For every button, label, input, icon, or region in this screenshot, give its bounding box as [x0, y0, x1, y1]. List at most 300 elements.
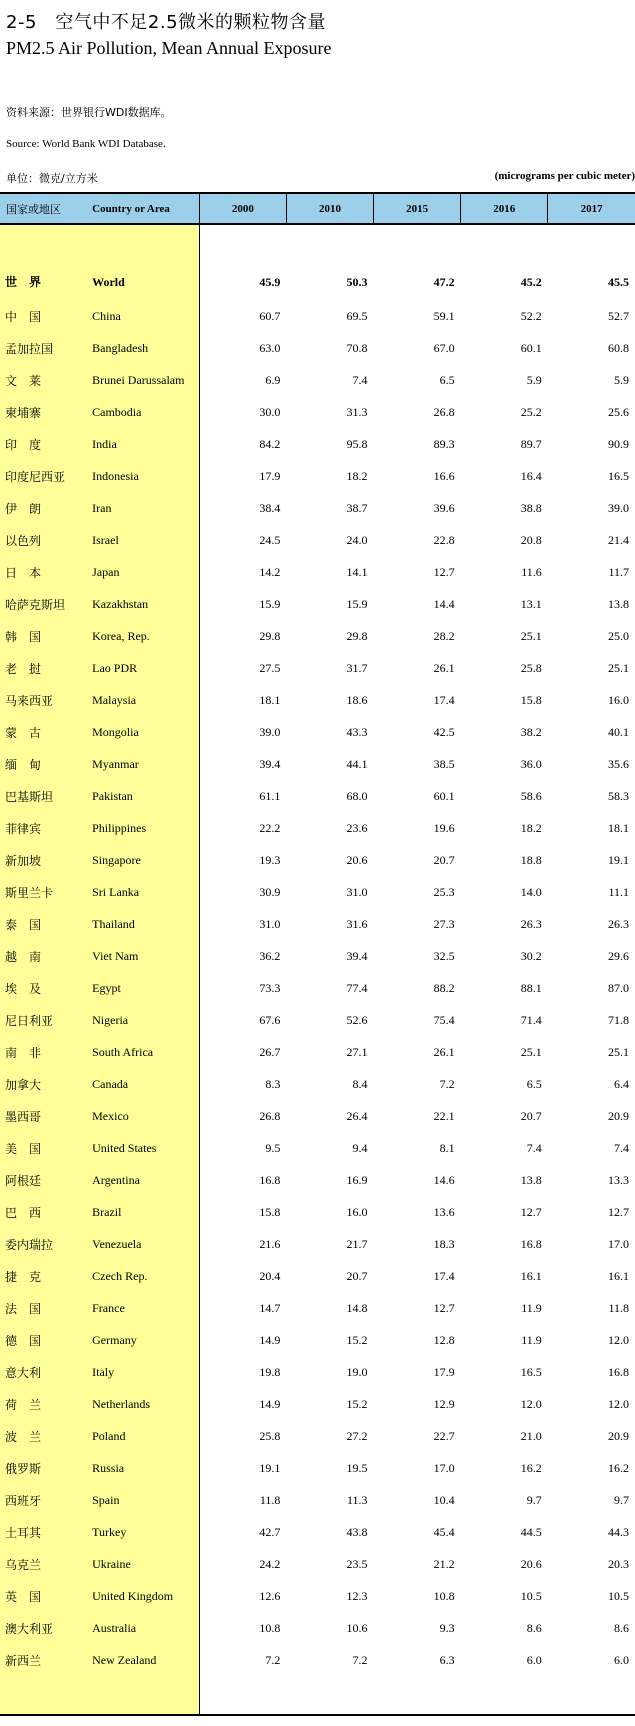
value-cell-2010: 15.2 [346, 1332, 368, 1347]
value-cell-2010: 18.6 [346, 692, 368, 707]
value-cell-2010: 31.7 [346, 660, 368, 675]
table-row [0, 1484, 635, 1516]
value-cell-2000: 9.5 [265, 1140, 281, 1155]
value-cell-2000: 24.5 [259, 532, 281, 547]
value-cell-2015: 14.4 [433, 596, 455, 611]
value-cell-2000: 19.1 [259, 1460, 281, 1475]
value-cell-2010: 69.5 [346, 308, 368, 323]
country-name-chinese: 老 挝 [0, 652, 82, 684]
table-row [0, 1004, 635, 1036]
table-row [0, 1548, 635, 1580]
country-name-chinese: 世 界 [0, 224, 82, 300]
value-cell-2015: 10.8 [433, 1588, 455, 1603]
value-cell-2015: 14.6 [433, 1172, 455, 1187]
value-cell-2015: 20.7 [433, 852, 455, 867]
country-name-chinese: 法 国 [0, 1292, 82, 1324]
value-cell-2017: 25.1 [608, 1044, 629, 1059]
value-cell-2016: 16.1 [520, 1268, 542, 1283]
country-name-english: Pakistan [82, 780, 199, 812]
value-cell-2017: 6.0 [614, 1652, 629, 1667]
country-name-chinese: 斯里兰卡 [0, 876, 82, 908]
header-row [0, 193, 635, 224]
country-name-english: Sri Lanka [82, 876, 199, 908]
value-cell-2017: 6.4 [614, 1076, 629, 1091]
country-name-chinese: 以色列 [0, 524, 82, 556]
value-cell-2015: 17.9 [433, 1364, 455, 1379]
table-row [0, 972, 635, 1004]
country-name-english: New Zealand [82, 1644, 199, 1676]
table-row [0, 1420, 635, 1452]
value-cell-2016: 13.8 [520, 1172, 542, 1187]
country-name-chinese: 印 度 [0, 428, 82, 460]
country-name-chinese: 菲律宾 [0, 812, 82, 844]
value-cell-2016: 25.8 [520, 660, 542, 675]
value-cell-2016: 16.4 [520, 468, 542, 483]
country-name-english: South Africa [82, 1036, 199, 1068]
country-name-chinese: 捷 克 [0, 1260, 82, 1292]
value-cell-2015: 17.0 [433, 1460, 455, 1475]
value-cell-2016: 44.5 [520, 1524, 542, 1539]
value-cell-2000: 39.4 [259, 756, 281, 771]
value-cell-2000: 10.8 [259, 1620, 281, 1635]
country-name-english: Indonesia [82, 460, 199, 492]
value-cell-2010: 68.0 [346, 788, 368, 803]
value-cell-2015: 60.1 [433, 788, 455, 803]
country-name-chinese: 印度尼西亚 [0, 460, 82, 492]
value-cell-2000: 26.8 [259, 1108, 281, 1123]
header-country-chinese: 国家或地区 [0, 193, 82, 224]
value-cell-2017: 11.7 [608, 564, 629, 579]
country-name-chinese: 柬埔寨 [0, 396, 82, 428]
value-cell-2000: 15.9 [259, 596, 281, 611]
country-name-english: Spain [82, 1484, 199, 1516]
value-cell-2016: 7.4 [526, 1140, 542, 1155]
value-cell-2000: 19.8 [259, 1364, 281, 1379]
value-cell-2015: 75.4 [433, 1012, 455, 1027]
spacer-cell [82, 1676, 199, 1715]
table-row [0, 428, 635, 460]
table-row [0, 652, 635, 684]
value-cell-2010: 9.4 [352, 1140, 368, 1155]
value-cell-2010: 12.3 [346, 1588, 368, 1603]
country-name-english: Italy [82, 1356, 199, 1388]
value-cell-2000: 15.8 [259, 1204, 281, 1219]
country-name-english: Korea, Rep. [82, 620, 199, 652]
table-row [0, 1196, 635, 1228]
value-cell-2015: 26.1 [433, 1044, 455, 1059]
value-cell-2017: 40.1 [608, 724, 629, 739]
value-cell-2000: 16.8 [259, 1172, 281, 1187]
country-name-english: Brunei Darussalam [82, 364, 199, 396]
value-cell-2017: 90.9 [608, 436, 629, 451]
value-cell-2000: 12.6 [259, 1588, 281, 1603]
country-name-chinese: 乌克兰 [0, 1548, 82, 1580]
value-cell-2016: 18.8 [520, 852, 542, 867]
value-cell-2010: 43.3 [346, 724, 368, 739]
value-cell-2010: 19.5 [346, 1460, 368, 1475]
country-name-chinese: 文 莱 [0, 364, 82, 396]
country-name-chinese: 波 兰 [0, 1420, 82, 1452]
country-name-english: Germany [82, 1324, 199, 1356]
value-cell-2010: 31.6 [346, 916, 368, 931]
value-cell-2017: 7.4 [614, 1140, 629, 1155]
country-name-english: Japan [82, 556, 199, 588]
table-row [0, 492, 635, 524]
table-title-english: PM2.5 Air Pollution, Mean Annual Exposure [6, 38, 332, 58]
value-cell-2017: 12.0 [608, 1332, 629, 1347]
value-cell-2015: 12.7 [433, 1300, 455, 1315]
value-cell-2016: 21.0 [520, 1428, 542, 1443]
table-row [0, 908, 635, 940]
country-name-english: Mexico [82, 1100, 199, 1132]
value-cell-2015: 25.3 [433, 884, 455, 899]
country-name-chinese: 哈萨克斯坦 [0, 588, 82, 620]
value-cell-2000: 73.3 [259, 980, 281, 995]
value-cell-2015: 22.8 [433, 532, 455, 547]
value-cell-2016: 16.2 [520, 1460, 542, 1475]
table-row [0, 780, 635, 812]
value-cell-2000: 22.2 [259, 820, 281, 835]
value-cell-2015: 59.1 [433, 308, 455, 323]
value-cell-2017: 10.5 [608, 1588, 629, 1603]
spacer-cell [548, 1676, 635, 1715]
value-cell-2017: 71.8 [608, 1012, 629, 1027]
value-cell-2015: 45.4 [433, 1524, 455, 1539]
country-name-chinese: 日 本 [0, 556, 82, 588]
spacer-cell [0, 1676, 82, 1715]
value-cell-2010: 14.8 [346, 1300, 368, 1315]
value-cell-2015: 18.3 [433, 1236, 455, 1251]
value-cell-2010: 23.5 [346, 1556, 368, 1571]
value-cell-2000: 84.2 [259, 436, 281, 451]
value-cell-2015: 12.7 [433, 564, 455, 579]
value-cell-2017: 39.0 [608, 500, 629, 515]
value-cell-2016: 12.7 [520, 1204, 542, 1219]
country-name-english: Turkey [82, 1516, 199, 1548]
country-name-english: United Kingdom [82, 1580, 199, 1612]
table-row [0, 1388, 635, 1420]
country-name-chinese: 中 国 [0, 300, 82, 332]
value-cell-2010: 50.3 [346, 275, 368, 289]
country-name-english: China [82, 300, 199, 332]
value-cell-2016: 12.0 [520, 1396, 542, 1411]
value-cell-2017: 8.6 [614, 1620, 629, 1635]
table-row [0, 1036, 635, 1068]
country-name-english: Kazakhstan [82, 588, 199, 620]
value-cell-2016: 38.8 [520, 500, 542, 515]
table-row [0, 1356, 635, 1388]
value-cell-2017: 13.3 [608, 1172, 629, 1187]
table-row [0, 876, 635, 908]
table-row [0, 812, 635, 844]
country-name-chinese: 阿根廷 [0, 1164, 82, 1196]
value-cell-2000: 19.3 [259, 852, 281, 867]
country-name-english: Malaysia [82, 684, 199, 716]
value-cell-2015: 27.3 [433, 916, 455, 931]
value-cell-2010: 8.4 [352, 1076, 368, 1091]
value-cell-2017: 20.3 [608, 1556, 629, 1571]
value-cell-2010: 70.8 [346, 340, 368, 355]
value-cell-2017: 60.8 [608, 340, 629, 355]
value-cell-2015: 12.8 [433, 1332, 455, 1347]
value-cell-2017: 21.4 [608, 532, 629, 547]
value-cell-2015: 13.6 [433, 1204, 455, 1219]
country-name-chinese: 加拿大 [0, 1068, 82, 1100]
value-cell-2017: 11.1 [608, 884, 629, 899]
value-cell-2010: 26.4 [346, 1108, 368, 1123]
country-name-chinese: 越 南 [0, 940, 82, 972]
table-row [0, 1164, 635, 1196]
country-name-english: Viet Nam [82, 940, 199, 972]
value-cell-2016: 20.6 [520, 1556, 542, 1571]
value-cell-2017: 29.6 [608, 948, 629, 963]
country-name-chinese: 美 国 [0, 1132, 82, 1164]
value-cell-2000: 7.2 [265, 1652, 281, 1667]
value-cell-2015: 38.5 [433, 756, 455, 771]
value-cell-2016: 11.9 [521, 1300, 542, 1315]
country-name-english: Israel [82, 524, 199, 556]
country-name-chinese: 伊 朗 [0, 492, 82, 524]
country-name-english: Poland [82, 1420, 199, 1452]
country-name-english: Brazil [82, 1196, 199, 1228]
value-cell-2010: 16.9 [346, 1172, 368, 1187]
value-cell-2017: 87.0 [608, 980, 629, 995]
value-cell-2010: 52.6 [346, 1012, 368, 1027]
value-cell-2016: 9.7 [526, 1492, 542, 1507]
value-cell-2010: 38.7 [346, 500, 368, 515]
value-cell-2015: 21.2 [433, 1556, 455, 1571]
country-name-chinese: 孟加拉国 [0, 332, 82, 364]
value-cell-2015: 42.5 [433, 724, 455, 739]
table-row [0, 1324, 635, 1356]
country-name-english: Australia [82, 1612, 199, 1644]
value-cell-2017: 44.3 [608, 1524, 629, 1539]
country-name-chinese: 巴基斯坦 [0, 780, 82, 812]
table-row [0, 460, 635, 492]
value-cell-2017: 20.9 [608, 1428, 629, 1443]
value-cell-2015: 67.0 [433, 340, 455, 355]
country-name-chinese: 英 国 [0, 1580, 82, 1612]
value-cell-2017: 25.6 [608, 404, 629, 419]
value-cell-2017: 16.2 [608, 1460, 629, 1475]
table-row [0, 332, 635, 364]
value-cell-2000: 11.8 [259, 1492, 281, 1507]
value-cell-2000: 20.4 [259, 1268, 281, 1283]
value-cell-2016: 58.6 [520, 788, 542, 803]
value-cell-2015: 26.1 [433, 660, 455, 675]
spacer-cell [461, 1676, 548, 1715]
value-cell-2000: 24.2 [259, 1556, 281, 1571]
value-cell-2017: 25.0 [608, 628, 629, 643]
header-year-2015: 2015 [374, 193, 461, 224]
value-cell-2017: 16.5 [608, 468, 629, 483]
table-row [0, 684, 635, 716]
country-name-chinese: 蒙 古 [0, 716, 82, 748]
table-header [0, 193, 635, 224]
value-cell-2017: 19.1 [608, 852, 629, 867]
country-name-chinese: 埃 及 [0, 972, 82, 1004]
value-cell-2016: 20.7 [520, 1108, 542, 1123]
unit-label-chinese: 单位：微克/立方米 [6, 172, 98, 185]
value-cell-2017: 12.7 [608, 1204, 629, 1219]
value-cell-2015: 22.7 [433, 1428, 455, 1443]
value-cell-2010: 18.2 [346, 468, 368, 483]
value-cell-2017: 16.0 [608, 692, 629, 707]
value-cell-2000: 27.5 [259, 660, 281, 675]
country-name-chinese: 荷 兰 [0, 1388, 82, 1420]
value-cell-2000: 42.7 [259, 1524, 281, 1539]
value-cell-2000: 21.6 [259, 1236, 281, 1251]
value-cell-2016: 10.5 [520, 1588, 542, 1603]
value-cell-2017: 45.5 [608, 275, 629, 289]
value-cell-2000: 17.9 [259, 468, 281, 483]
value-cell-2016: 13.1 [520, 596, 542, 611]
value-cell-2010: 95.8 [346, 436, 368, 451]
value-cell-2010: 10.6 [346, 1620, 368, 1635]
value-cell-2010: 77.4 [346, 980, 368, 995]
value-cell-2017: 17.0 [608, 1236, 629, 1251]
value-cell-2015: 88.2 [433, 980, 455, 995]
value-cell-2015: 19.6 [433, 820, 455, 835]
country-name-english: Argentina [82, 1164, 199, 1196]
value-cell-2017: 25.1 [608, 660, 629, 675]
value-cell-2015: 26.8 [433, 404, 455, 419]
country-name-english: World [82, 224, 199, 300]
value-cell-2010: 31.3 [346, 404, 368, 419]
value-cell-2017: 18.1 [608, 820, 629, 835]
country-name-english: Lao PDR [82, 652, 199, 684]
value-cell-2010: 43.8 [346, 1524, 368, 1539]
country-name-english: France [82, 1292, 199, 1324]
country-name-english: Russia [82, 1452, 199, 1484]
table-row [0, 588, 635, 620]
source-note-chinese: 资料来源：世界银行WDI数据库。 [6, 106, 172, 119]
value-cell-2015: 6.5 [439, 372, 455, 387]
value-cell-2015: 10.4 [433, 1492, 455, 1507]
value-cell-2000: 30.0 [259, 404, 281, 419]
country-name-english: Singapore [82, 844, 199, 876]
value-cell-2000: 38.4 [259, 500, 281, 515]
value-cell-2016: 18.2 [520, 820, 542, 835]
value-cell-2017: 16.1 [608, 1268, 629, 1283]
value-cell-2015: 6.3 [439, 1652, 455, 1667]
value-cell-2000: 26.7 [259, 1044, 281, 1059]
table-row [0, 1132, 635, 1164]
value-cell-2010: 31.0 [346, 884, 368, 899]
value-cell-2017: 13.8 [608, 596, 629, 611]
table-row [0, 1068, 635, 1100]
value-cell-2010: 21.7 [346, 1236, 368, 1251]
country-name-chinese: 韩 国 [0, 620, 82, 652]
value-cell-2015: 12.9 [433, 1396, 455, 1411]
country-name-chinese: 新西兰 [0, 1644, 82, 1676]
table-row [0, 1516, 635, 1548]
country-name-chinese: 意大利 [0, 1356, 82, 1388]
value-cell-2000: 31.0 [259, 916, 281, 931]
table-row [0, 716, 635, 748]
table-row [0, 940, 635, 972]
table-title-chinese: 2-5 空气中不足2.5微米的颗粒物含量 [6, 12, 327, 33]
spacer-cell [199, 1676, 286, 1715]
value-cell-2015: 28.2 [433, 628, 455, 643]
value-cell-2015: 39.6 [433, 500, 455, 515]
header-year-2000: 2000 [199, 193, 286, 224]
value-cell-2010: 29.8 [346, 628, 368, 643]
value-cell-2010: 20.6 [346, 852, 368, 867]
value-cell-2010: 11.3 [346, 1492, 368, 1507]
country-name-english: United States [82, 1132, 199, 1164]
table-row [0, 1612, 635, 1644]
value-cell-2016: 38.2 [520, 724, 542, 739]
table-row [0, 1228, 635, 1260]
value-cell-2015: 9.3 [439, 1620, 455, 1635]
country-name-chinese: 缅 甸 [0, 748, 82, 780]
value-cell-2017: 12.0 [608, 1396, 629, 1411]
value-cell-2016: 16.5 [520, 1364, 542, 1379]
country-name-english: Thailand [82, 908, 199, 940]
table-row [0, 364, 635, 396]
value-cell-2000: 14.2 [259, 564, 281, 579]
value-cell-2015: 32.5 [433, 948, 455, 963]
table-row [0, 556, 635, 588]
value-cell-2010: 7.4 [352, 372, 368, 387]
value-cell-2010: 44.1 [346, 756, 368, 771]
value-cell-2010: 20.7 [346, 1268, 368, 1283]
table-row [0, 1452, 635, 1484]
value-cell-2015: 17.4 [433, 1268, 455, 1283]
spacer-cell [286, 1676, 373, 1715]
value-cell-2010: 39.4 [346, 948, 368, 963]
value-cell-2016: 26.3 [520, 916, 542, 931]
country-name-chinese: 西班牙 [0, 1484, 82, 1516]
value-cell-2000: 39.0 [259, 724, 281, 739]
source-note-english: Source: World Bank WDI Database. [6, 138, 166, 150]
value-cell-2017: 11.8 [608, 1300, 629, 1315]
value-cell-2016: 16.8 [520, 1236, 542, 1251]
value-cell-2000: 6.9 [265, 372, 281, 387]
value-cell-2016: 52.2 [520, 308, 542, 323]
value-cell-2017: 5.9 [614, 372, 629, 387]
value-cell-2017: 26.3 [608, 916, 629, 931]
value-cell-2010: 19.0 [346, 1364, 368, 1379]
value-cell-2016: 5.9 [526, 372, 542, 387]
value-cell-2017: 58.3 [608, 788, 629, 803]
value-cell-2000: 29.8 [259, 628, 281, 643]
value-cell-2000: 36.2 [259, 948, 281, 963]
value-cell-2000: 45.9 [259, 275, 281, 289]
value-cell-2000: 18.1 [259, 692, 281, 707]
value-cell-2016: 36.0 [520, 756, 542, 771]
value-cell-2016: 60.1 [520, 340, 542, 355]
header-country-english: Country or Area [82, 193, 199, 224]
country-name-chinese: 巴 西 [0, 1196, 82, 1228]
value-cell-2000: 63.0 [259, 340, 281, 355]
value-cell-2016: 25.1 [520, 1044, 542, 1059]
value-cell-2016: 11.9 [521, 1332, 542, 1347]
value-cell-2000: 8.3 [265, 1076, 281, 1091]
value-cell-2016: 71.4 [520, 1012, 542, 1027]
value-cell-2016: 25.1 [520, 628, 542, 643]
table-row [0, 748, 635, 780]
table-row [0, 1260, 635, 1292]
value-cell-2017: 52.7 [608, 308, 629, 323]
table-row [0, 300, 635, 332]
value-cell-2017: 20.9 [608, 1108, 629, 1123]
country-name-english: Philippines [82, 812, 199, 844]
value-cell-2010: 15.9 [346, 596, 368, 611]
header-year-2016: 2016 [461, 193, 548, 224]
value-cell-2015: 22.1 [433, 1108, 455, 1123]
